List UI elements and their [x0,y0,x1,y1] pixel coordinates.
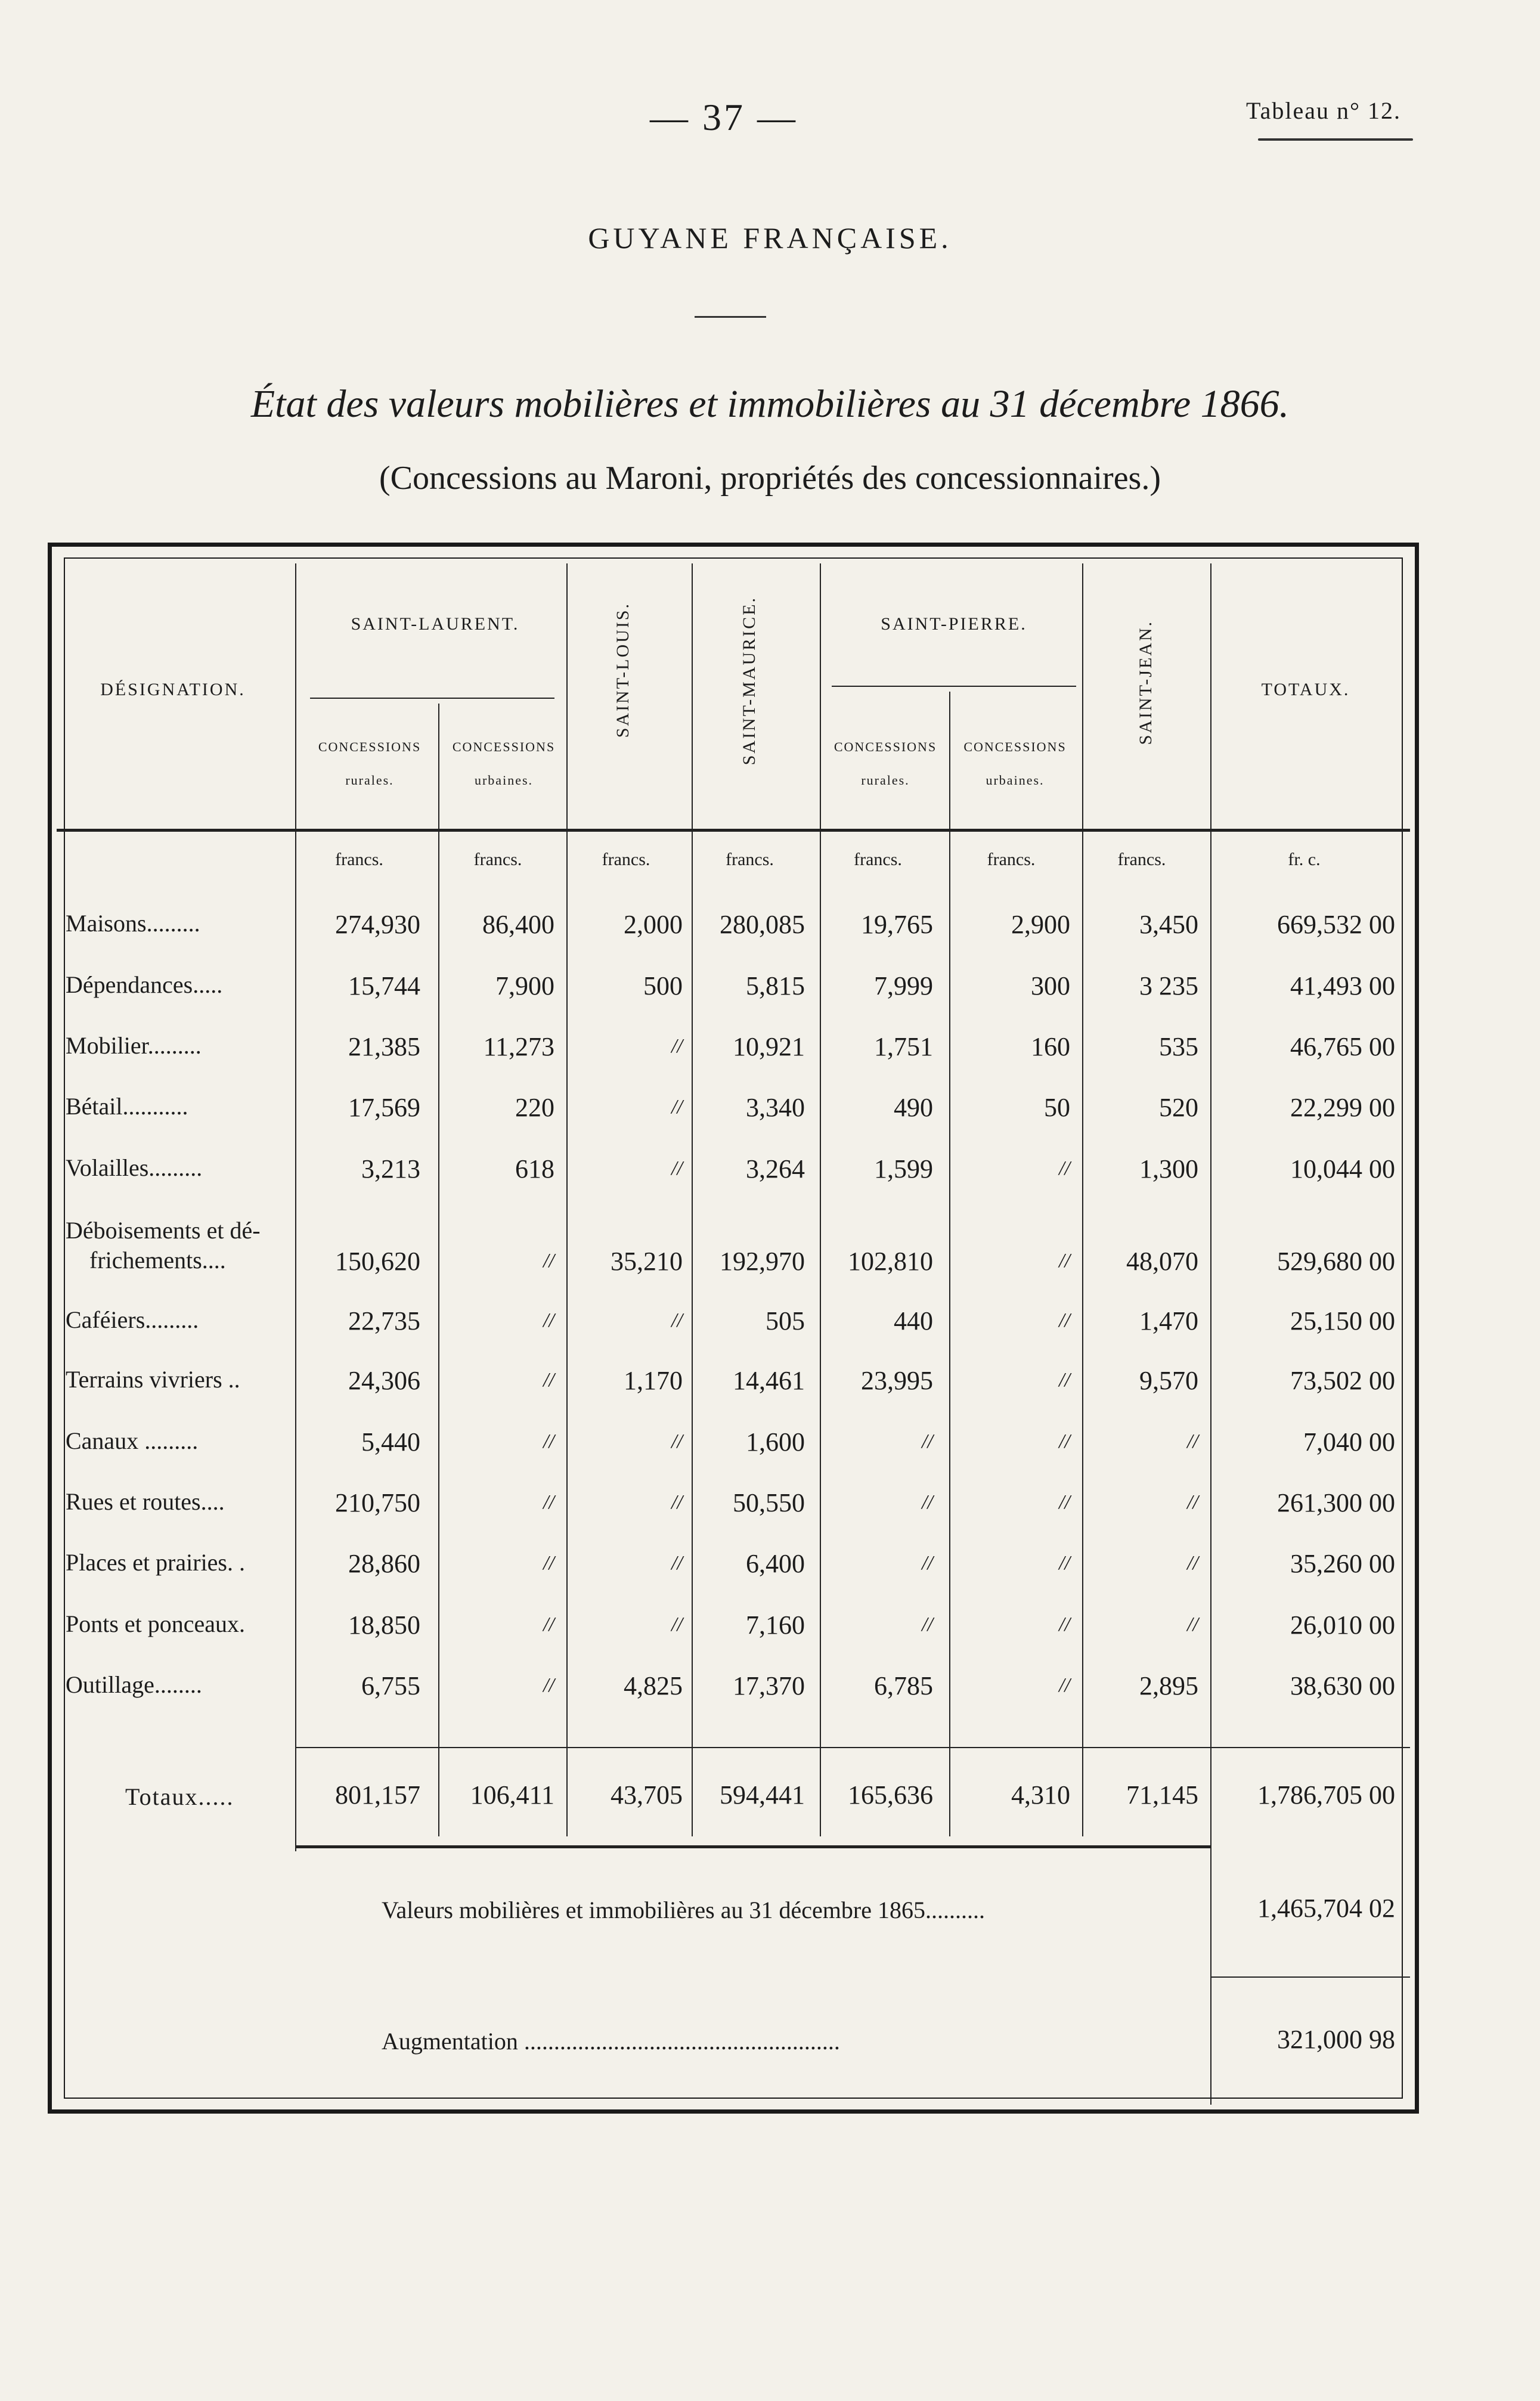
unit-label: francs. [473,850,522,869]
table-cell: 6,785 [874,1671,933,1700]
table-cell: 1,600 [746,1427,805,1457]
saint-pierre-brace [832,686,1076,687]
table-cell: // [671,1491,683,1513]
table-cell: // [1059,1613,1070,1635]
row-label: Bétail........... [66,1093,188,1120]
table-cell: // [543,1250,554,1272]
header-totaux: TOTAUX. [1261,680,1350,699]
col-line [692,563,693,1836]
table-cell: 192,970 [720,1247,805,1276]
table-cell: // [671,1035,683,1057]
table-cell: 41,493 00 [1290,971,1395,1000]
sp-rurales-line2: rurales. [861,773,910,788]
table-cell: 23,995 [861,1366,933,1395]
col-line [438,704,439,1836]
header-saint-laurent: SAINT-LAURENT. [351,614,520,634]
table-cell: 3 235 [1139,971,1198,1000]
table-cell: // [543,1613,554,1635]
table-cell: 2,000 [624,910,683,939]
table-cell: // [1187,1552,1198,1574]
table-cell: 1,170 [624,1366,683,1395]
table-cell: 261,300 00 [1277,1488,1395,1517]
col-line [949,692,950,1836]
unit-label: francs. [602,850,650,869]
table-cell: // [1187,1613,1198,1635]
sl-urbaines-header [441,730,566,797]
augmentation-label: Augmentation ..................................................... [382,2028,840,2055]
totals-cell: 801,157 [335,1780,420,1810]
table-cell: 150,620 [335,1247,420,1276]
table-cell: 17,370 [733,1671,805,1700]
unit-label: francs. [854,850,902,869]
table-cell: 4,825 [624,1671,683,1700]
table-cell: 2,895 [1139,1671,1198,1700]
table-cell: 274,930 [335,910,420,939]
col-line [1210,563,1211,2105]
table-cell: 15,744 [348,971,420,1000]
header-saint-louis: SAINT-LOUIS. [613,602,633,738]
augmentation-value: 321,000 98 [1277,2025,1395,2054]
table-cell: 3,340 [746,1093,805,1122]
sl-urbaines-line1: CONCESSIONS [452,739,556,754]
table-cell: 1,300 [1139,1154,1198,1184]
table-cell: 3,264 [746,1154,805,1184]
table-cell: // [671,1552,683,1574]
row-label: Rues et routes.... [66,1488,225,1515]
table-cell: 440 [894,1306,933,1336]
table-cell: // [671,1096,683,1118]
table-cell: 490 [894,1093,933,1122]
table-cell: // [1187,1430,1198,1452]
totals-cell: 71,145 [1126,1780,1198,1810]
table-cell: 1,470 [1139,1306,1198,1336]
table-cell: // [1059,1157,1070,1179]
table-cell: // [1059,1552,1070,1574]
header-bottom-rule [57,829,1410,832]
unit-label: francs. [335,850,383,869]
table-cell: 18,850 [348,1610,420,1640]
table-cell: // [922,1552,933,1574]
table-cell: // [1187,1491,1198,1513]
table-cell: // [1059,1430,1070,1452]
unit-label: fr. c. [1288,850,1321,869]
table-cell: 22,735 [348,1306,420,1336]
table-cell: // [1059,1250,1070,1272]
table-cell: 35,210 [611,1247,683,1276]
valeurs-1865-value: 1,465,704 02 [1257,1894,1395,1923]
document-title: GUYANE FRANÇAISE. [588,221,952,255]
table-cell: 50 [1044,1093,1070,1122]
table-cell: 19,765 [861,910,933,939]
totals-cell: 106,411 [470,1780,554,1810]
table-cell: 86,400 [482,910,554,939]
table-cell: 520 [1159,1093,1198,1122]
table-cell: 21,385 [348,1032,420,1061]
table-cell: 5,815 [746,971,805,1000]
table-cell: // [1059,1309,1070,1331]
difference-rule [1210,1976,1410,1978]
sl-urbaines-line2: urbaines. [474,773,534,788]
table-cell: // [671,1430,683,1452]
table-cell: // [543,1491,554,1513]
table-cell: 6,755 [361,1671,420,1700]
table-cell: 50,550 [733,1488,805,1517]
table-cell: 280,085 [720,910,805,939]
header-designation: DÉSIGNATION. [100,680,246,699]
totals-top-rule [295,1747,1410,1748]
table-cell: 210,750 [335,1488,420,1517]
col-line [1082,563,1083,1836]
table-cell: // [922,1430,933,1452]
document-subtitle: État des valeurs mobilières et immobilières au 31 décembre 1866. [250,382,1290,426]
table-cell: 35,260 00 [1290,1549,1395,1578]
table-cell: // [922,1491,933,1513]
sp-urbaines-header [951,730,1079,797]
tableau-underline [1258,138,1413,141]
sl-rurales-header [301,730,438,797]
sp-urbaines-line2: urbaines. [986,773,1045,788]
sp-rurales-header [823,730,948,797]
sp-urbaines-line1: CONCESSIONS [963,739,1067,754]
table-cell: // [543,1309,554,1331]
document-subtitle-note: (Concessions au Maroni, propriétés des concessionnaires.) [379,460,1161,497]
table-cell: 10,921 [733,1032,805,1061]
table-cell: 618 [515,1154,554,1184]
sp-rurales-line1: CONCESSIONS [833,739,937,754]
table-cell: 529,680 00 [1277,1247,1395,1276]
table-cell: // [1059,1674,1070,1696]
table-cell: 11,273 [483,1032,554,1061]
col-line [295,563,296,1851]
table-cell: 10,044 00 [1290,1154,1395,1184]
totals-bottom-rule [295,1845,1210,1848]
table-cell: 26,010 00 [1290,1610,1395,1640]
totals-cell: 594,441 [720,1780,805,1810]
table-cell: 3,450 [1139,910,1198,939]
row-label: Déboisements et dé- [66,1217,261,1244]
table-cell: 2,900 [1011,910,1070,939]
table-cell: 535 [1159,1032,1198,1061]
row-label: Places et prairies. . [66,1549,245,1576]
table-cell: // [1059,1491,1070,1513]
sl-rurales-line1: CONCESSIONS [318,739,422,754]
table-cell: 48,070 [1126,1247,1198,1276]
table-cell: 505 [766,1306,805,1336]
header-saint-jean: SAINT-JEAN. [1136,620,1155,745]
totals-cell: 43,705 [611,1780,683,1810]
table-cell: 9,570 [1139,1366,1198,1395]
unit-label: francs. [726,850,774,869]
row-label: Caféiers......... [66,1306,199,1333]
table-cell: 24,306 [348,1366,420,1395]
table-cell: // [671,1157,683,1179]
table-cell: 1,599 [874,1154,933,1184]
table-cell: 38,630 00 [1290,1671,1395,1700]
table-cell: // [1059,1369,1070,1391]
table-cell: // [543,1430,554,1452]
table-cell: 7,160 [746,1610,805,1640]
totals-cell: 4,310 [1011,1780,1070,1810]
table-cell: // [671,1613,683,1635]
table-cell: 46,765 00 [1290,1032,1395,1061]
table-cell: 25,150 00 [1290,1306,1395,1336]
title-rule [695,316,766,318]
table-cell: // [543,1674,554,1696]
table-cell: // [543,1552,554,1574]
row-label: Terrains vivriers .. [66,1366,240,1393]
table-cell: 102,810 [848,1247,933,1276]
table-cell: 28,860 [348,1549,420,1578]
row-label: Dépendances..... [66,971,223,998]
table-cell: 160 [1031,1032,1070,1061]
col-line [566,563,568,1836]
table-cell: 500 [643,971,683,1000]
table-cell: // [543,1369,554,1391]
totals-cell: 165,636 [848,1780,933,1810]
unit-label: francs. [1117,850,1166,869]
header-saint-pierre: SAINT-PIERRE. [881,614,1027,634]
tableau-number: Tableau n° 12. [1246,97,1402,124]
table-cell: 300 [1031,971,1070,1000]
table-cell: // [922,1613,933,1635]
page-number: — 37 — [650,96,798,138]
row-label: Mobilier......... [66,1032,202,1059]
valeurs-1865-label: Valeurs mobilières et immobilières au 31 décembre 1865.......... [382,1897,985,1923]
table-cell: 7,999 [874,971,933,1000]
table-cell: 6,400 [746,1549,805,1578]
table-cell: 3,213 [361,1154,420,1184]
sl-rurales-line2: rurales. [345,773,394,788]
row-label: Outillage........ [66,1671,202,1698]
row-label-continued: frichements.... [89,1247,226,1274]
unit-label: francs. [987,850,1036,869]
row-label: Canaux ......... [66,1427,199,1454]
table-cell: 220 [515,1093,554,1122]
table-cell: 7,040 00 [1303,1427,1395,1457]
col-line [820,563,821,1836]
row-label: Maisons......... [66,910,200,937]
row-label: Ponts et ponceaux. [66,1610,246,1637]
table-cell: 22,299 00 [1290,1093,1395,1122]
totals-label: Totaux..... [125,1783,234,1810]
table-cell: 17,569 [348,1093,420,1122]
table-cell: 73,502 00 [1290,1366,1395,1395]
saint-laurent-brace [310,698,554,699]
totals-cell: 1,786,705 00 [1257,1780,1395,1810]
table-cell: 1,751 [874,1032,933,1061]
table-cell: 7,900 [495,971,554,1000]
table-cell: // [671,1309,683,1331]
row-label: Volailles......... [66,1154,203,1181]
header-saint-maurice: SAINT-MAURICE. [739,596,759,766]
table-cell: 14,461 [733,1366,805,1395]
table-cell: 5,440 [361,1427,420,1457]
table-cell: 669,532 00 [1277,910,1395,939]
